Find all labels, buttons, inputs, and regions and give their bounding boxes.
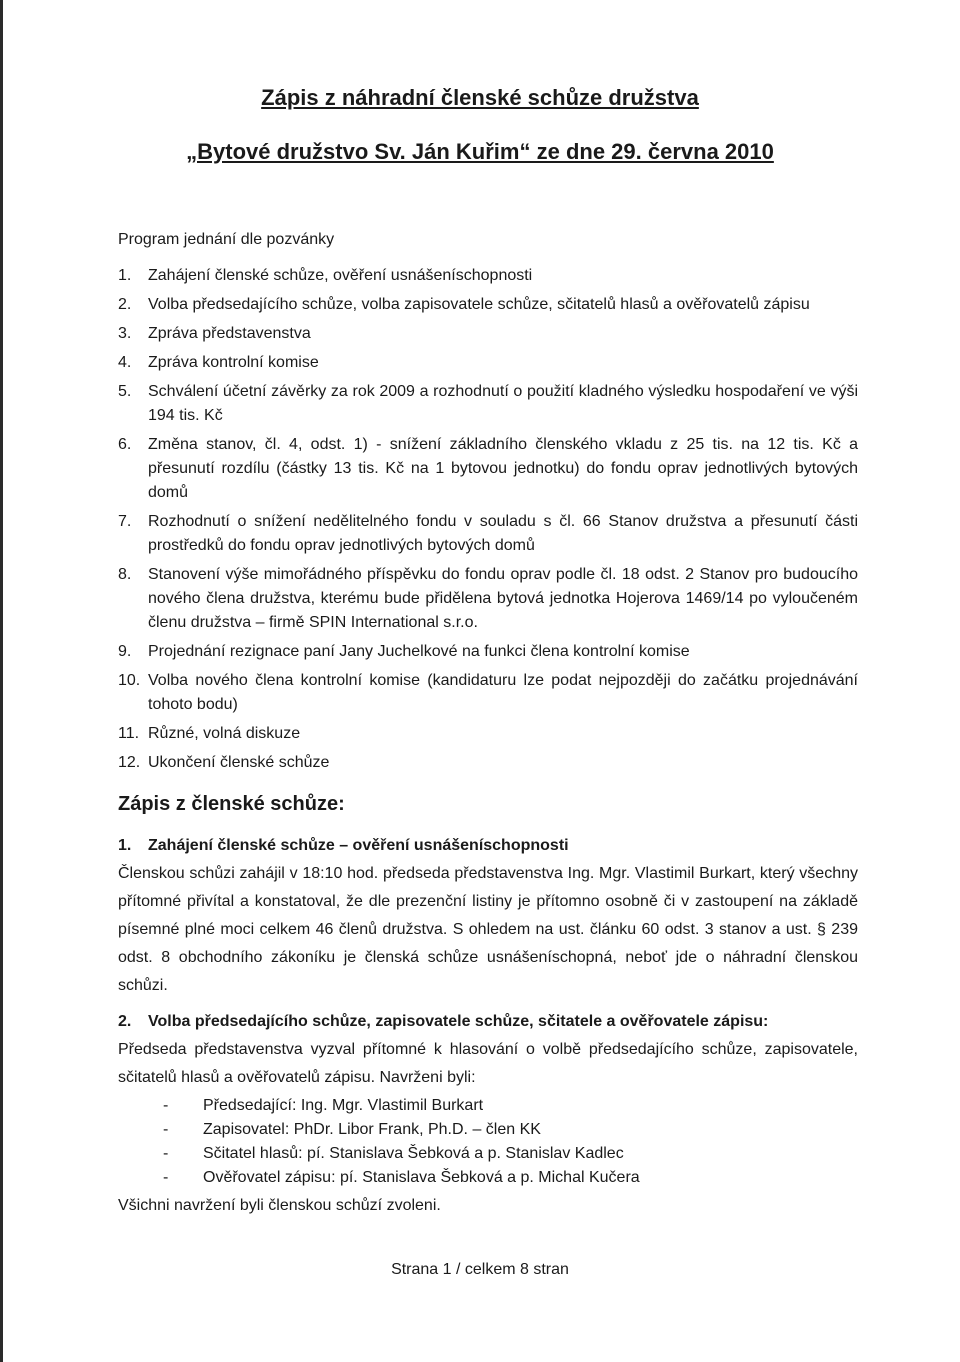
program-item-text: Stanovení výše mimořádného příspěvku do fondu oprav podle čl. 18 odst. 2 Stanov pro budoucího nového člena družstva, kterému bude přidělena bytová jednotka Hojerova 1469/14 po vyloučeném členu družstva – firmě SPIN International s.r.o. — [148, 566, 858, 631]
minutes-section-1 — [118, 834, 858, 1000]
section-paragraph: Členskou schůzi zahájil v 18:10 hod. předseda představenstva Ing. Mgr. Vlastimil Burkart, který všechny přítomné přivítal a konstatoval, že dle prezenční listiny je přítomno osobně či v zastoupení na základě písemné plné moci celkem 46 členů družstva. S ohledem na ust. článku 60 odst. 3 stanov a ust. § 239 odst. 8 obchodního zákoníku je členská schůze usnášeníschopná, neboť jde o náhradní členskou schůzi. — [118, 865, 858, 994]
program-item-number: 2. — [118, 296, 132, 313]
scan-edge — [0, 0, 3, 1362]
nominee-list — [118, 1094, 858, 1190]
program-item-text: Schválení účetní závěrky za rok 2009 a rozhodnutí o použití kladného výsledku hospodaření ve výši 194 tis. Kč — [148, 383, 858, 424]
nominee-item — [118, 1142, 858, 1166]
section-paragraph: Předseda představenstva vyzval přítomné k hlasování o volbě předsedajícího schůze, zapisovatele, sčitatelů hlasů a ověřovatelů zápisu. Navrženi byli: — [118, 1041, 858, 1086]
program-item — [118, 669, 858, 717]
dash-bullet: - — [163, 1145, 169, 1162]
program-item-number: 5. — [118, 383, 132, 400]
program-item — [118, 380, 858, 428]
program-item-text: Různé, volná diskuze — [148, 725, 301, 742]
minutes-heading: Zápis z členské schůze: — [118, 793, 345, 815]
program-item-text: Zpráva kontrolní komise — [148, 354, 319, 371]
program-item — [118, 510, 858, 558]
program-item-text: Projednání rezignace paní Jany Juchelkové na funkci člena kontrolní komise — [148, 643, 690, 660]
nominee-text: Ověřovatel zápisu: pí. Stanislava Šebková a p. Michal Kučera — [203, 1169, 640, 1186]
nominee-item — [118, 1166, 858, 1190]
program-item-number: 8. — [118, 566, 132, 583]
program-heading: Program jednání dle pozvánky — [118, 231, 335, 248]
program-item-number: 7. — [118, 513, 132, 530]
section-heading — [118, 834, 858, 858]
program-item-number: 12. — [118, 754, 141, 771]
nominee-text: Zapisovatel: PhDr. Libor Frank, Ph.D. – člen KK — [203, 1121, 541, 1138]
program-item — [118, 563, 858, 635]
program-item-text: Rozhodnutí o snížení nedělitelného fondu v souladu s čl. 66 Stanov družstva a přesunutí části prostředků do fondu oprav jednotlivých bytových domů — [148, 513, 858, 554]
program-item-number: 6. — [118, 436, 132, 453]
page-footer: Strana 1 / celkem 8 stran — [391, 1261, 569, 1278]
program-item — [118, 322, 858, 346]
program-item — [118, 293, 858, 317]
section-title: Zahájení členské schůze – ověření usnášeníschopnosti — [148, 837, 569, 854]
program-item-text: Zahájení členské schůze, ověření usnášeníschopnosti — [148, 267, 533, 284]
program-item-number: 9. — [118, 643, 132, 660]
program-item-text: Ukončení členské schůze — [148, 754, 330, 771]
section-heading — [118, 1010, 858, 1034]
nominee-text: Sčitatel hlasů: pí. Stanislava Šebková a p. Stanislav Kadlec — [203, 1145, 624, 1162]
program-item — [118, 751, 858, 775]
minutes-section-2 — [118, 1010, 858, 1218]
dash-bullet: - — [163, 1169, 169, 1186]
program-item — [118, 433, 858, 505]
program-item-number: 1. — [118, 267, 132, 284]
document-title-line1: Zápis z náhradní členské schůze družstva — [261, 85, 699, 110]
dash-bullet: - — [163, 1121, 169, 1138]
program-item-text: Změna stanov, čl. 4, odst. 1) - snížení základního členského vkladu z 25 tis. na 12 tis. Kč a přesunutí rozdílu (částky 13 tis. Kč na 1 bytovou jednotku) do fondu oprav jednotlivých bytových domů — [148, 436, 858, 501]
dash-bullet: - — [163, 1097, 169, 1114]
program-item — [118, 264, 858, 288]
document-title-line2: „Bytové družstvo Sv. Ján Kuřim“ ze dne 29. června 2010 — [186, 139, 774, 164]
closing-sentence: Všichni navržení byli členskou schůzí zvoleni. — [118, 1197, 441, 1214]
program-item-number: 10. — [118, 672, 141, 689]
program-list — [118, 264, 858, 780]
program-item — [118, 351, 858, 375]
nominee-item — [118, 1094, 858, 1118]
program-item-text: Volba nového člena kontrolní komise (kandidaturu lze podat nejpozději do začátku projednávání tohoto bodu) — [148, 672, 858, 713]
program-item — [118, 722, 858, 746]
program-item — [118, 640, 858, 664]
program-item-number: 3. — [118, 325, 132, 342]
section-number: 2. — [118, 1013, 132, 1030]
section-title: Volba předsedajícího schůze, zapisovatele schůze, sčitatele a ověřovatele zápisu: — [148, 1013, 769, 1030]
program-item-number: 11. — [118, 725, 140, 742]
nominee-text: Předsedající: Ing. Mgr. Vlastimil Burkart — [203, 1097, 484, 1114]
nominee-item — [118, 1118, 858, 1142]
program-item-text: Volba předsedajícího schůze, volba zapisovatele schůze, sčitatelů hlasů a ověřovatelů zápisu — [148, 296, 810, 313]
program-item-text: Zpráva představenstva — [148, 325, 311, 342]
program-item-number: 4. — [118, 354, 132, 371]
section-number: 1. — [118, 837, 132, 854]
